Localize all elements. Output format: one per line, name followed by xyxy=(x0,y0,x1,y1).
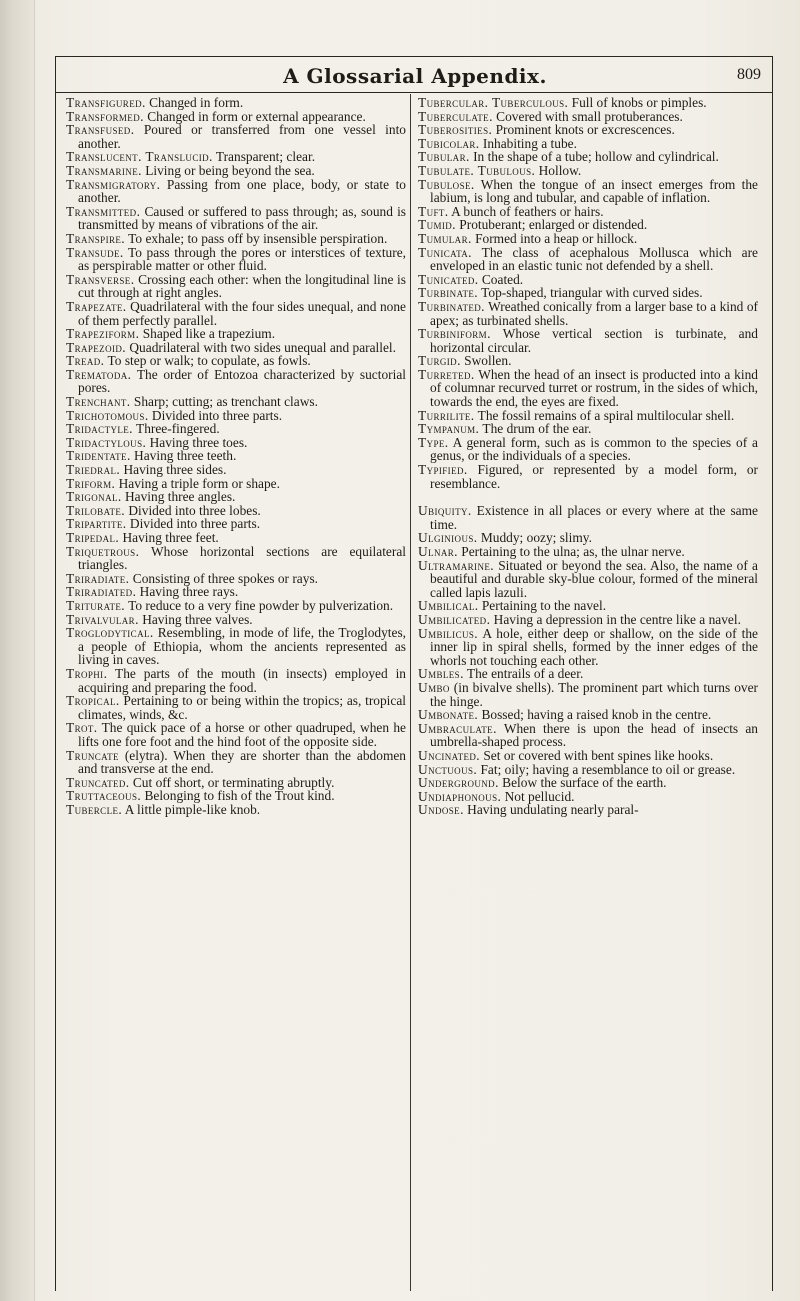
glossary-entry xyxy=(418,422,758,436)
entry-term: Trigonal. xyxy=(66,489,122,505)
glossary-entry xyxy=(66,273,406,300)
glossary-entry xyxy=(418,463,758,490)
entry-definition: Whose horizontal sections are equilateral triangles. xyxy=(78,543,406,573)
entry-definition: Full of knobs or pimples. xyxy=(568,95,707,110)
entry-definition: Prominent knots or excrescences. xyxy=(492,122,675,138)
glossary-entry xyxy=(418,559,758,600)
glossary-entry xyxy=(66,300,406,327)
glossary-entry xyxy=(66,789,406,803)
glossary-entry xyxy=(66,354,406,368)
entry-term: Turbinated. xyxy=(418,298,485,314)
entry-definition: Existence in all places or every where at the same time. xyxy=(430,503,758,532)
glossary-entry xyxy=(418,776,758,790)
glossary-entry xyxy=(66,395,406,409)
entry-definition: To reduce to a very fine powder by pulverization. xyxy=(125,597,394,613)
entry-term: Ulginious. xyxy=(418,530,478,546)
entry-definition: Set or covered with bent spines like hooks. xyxy=(480,747,714,763)
entry-term: Tunicated. xyxy=(418,271,479,287)
entry-term: Umbo xyxy=(418,679,450,695)
glossary-entry xyxy=(418,599,758,613)
entry-term: Truncate xyxy=(66,747,119,763)
glossary-entry xyxy=(66,545,406,572)
entry-term: Trilobate. xyxy=(66,502,126,518)
glossary-entry xyxy=(66,721,406,748)
entry-term: Tubular. xyxy=(418,149,470,165)
glossary-entry xyxy=(418,273,758,287)
entry-term: Undose. xyxy=(418,802,464,818)
entry-definition: Whose vertical section is turbinate, and horizontal circular. xyxy=(430,326,758,355)
entry-term: Triturate. xyxy=(66,597,126,613)
page-number: 809 xyxy=(737,66,761,83)
entry-term: Tripedal. xyxy=(66,530,120,545)
entry-term: Transverse. xyxy=(66,271,135,287)
entry-definition: (elytra). When they are shorter than the abdomen and transverse at the end. xyxy=(78,747,406,777)
frame-top-rule xyxy=(55,56,772,57)
left-column xyxy=(66,96,406,816)
glossary-entry xyxy=(418,409,758,423)
entry-definition: Below the surface of the earth. xyxy=(498,775,667,791)
entry-term: Umbilicus. xyxy=(418,625,479,641)
entry-term: Triform. xyxy=(66,475,116,491)
glossary-entry xyxy=(66,490,406,504)
entry-definition: Having three teeth. xyxy=(130,448,237,464)
entry-term: Trot. xyxy=(66,720,98,736)
entry-term: Tumid. xyxy=(418,217,456,233)
entry-term: Trapezoid. xyxy=(66,339,127,355)
entry-term: Tridentate. xyxy=(66,448,131,464)
entry-definition: The class of acephalous Mollusca which are enveloped in an elastic tunic not defended by a shell. xyxy=(430,244,758,274)
entry-definition: The drum of the ear. xyxy=(479,421,592,437)
entry-definition: Muddy; oozy; slimy. xyxy=(477,530,592,546)
entry-term: Translucent. Translucid. xyxy=(66,149,213,165)
frame-right-rule xyxy=(772,56,773,1291)
entry-definition: Having three sides. xyxy=(120,462,227,478)
entry-definition: Consisting of three spokes or rays. xyxy=(129,570,318,586)
glossary-entry xyxy=(418,545,758,559)
glossary-entry xyxy=(66,667,406,694)
entry-definition: Divided into three parts. xyxy=(148,407,283,423)
glossary-entry xyxy=(418,368,758,409)
entry-definition: Changed in form or external appearance. xyxy=(143,108,366,124)
entry-definition: Pertaining to the navel. xyxy=(478,598,607,614)
glossary-entry xyxy=(418,286,758,300)
glossary-entry xyxy=(418,96,758,110)
glossary-entry xyxy=(66,463,406,477)
entry-definition: Not pellucid. xyxy=(501,788,575,804)
glossary-entry xyxy=(66,626,406,667)
glossary-entry xyxy=(66,436,406,450)
entry-term: Typified. xyxy=(418,462,468,478)
glossary-entry xyxy=(418,205,758,219)
entry-term: Ultramarine. xyxy=(418,557,494,573)
entry-term: Tubulose. xyxy=(418,176,475,192)
glossary-entry xyxy=(418,613,758,627)
glossary-entry xyxy=(418,531,758,545)
entry-definition: The quick pace of a horse or other quadruped, when he lifts one fore foot and the hind foot of the opposite side. xyxy=(78,720,406,749)
entry-definition: Coated. xyxy=(478,271,524,287)
entry-definition: Quadrilateral with the four sides unequal, and none of them perfectly parallel. xyxy=(78,298,406,328)
entry-term: Triedral. xyxy=(66,462,121,478)
entry-definition: Fat; oily; having a resemblance to oil or grease. xyxy=(477,761,736,777)
glossary-entry xyxy=(418,164,758,178)
entry-term: Transmitted. xyxy=(66,203,141,219)
glossary-entry xyxy=(418,708,758,722)
entry-definition: When the head of an insect is producted into a kind of columnar recurved turret or rostrum, in the sides of which, towards the end, the eyes are fixed. xyxy=(430,366,758,410)
entry-definition: Sharp; cutting; as trenchant claws. xyxy=(130,394,318,410)
glossary-entry xyxy=(418,354,758,368)
glossary-entry xyxy=(66,599,406,613)
entry-definition: Changed in form. xyxy=(145,95,244,110)
entry-term: Tubicolar. xyxy=(418,135,480,151)
entry-definition: Having three rays. xyxy=(136,584,239,600)
glossary-entry xyxy=(418,218,758,232)
glossary-entry xyxy=(418,110,758,124)
entry-term: Uncinated. xyxy=(418,747,481,763)
entry-term: Tuft. xyxy=(418,203,449,219)
entry-definition: Transparent; clear. xyxy=(212,149,316,165)
entry-term: Undiaphonous. xyxy=(418,788,502,804)
entry-term: Turrilite. xyxy=(418,407,475,423)
entry-term: Umbilical. xyxy=(418,598,479,614)
entry-definition: The parts of the mouth (in insects) employed in acquiring and preparing the food. xyxy=(78,665,406,695)
entry-term: Trapezate. xyxy=(66,298,127,314)
glossary-entry xyxy=(66,613,406,627)
entry-term: Trapeziform. xyxy=(66,326,140,342)
column-divider xyxy=(410,94,411,1291)
entry-definition: Living or being beyond the sea. xyxy=(141,162,315,178)
entry-term: Umbraculate. xyxy=(418,720,497,736)
entry-definition: Wreathed conically from a larger base to a kind of apex; as turbinated shells. xyxy=(430,298,758,328)
entry-term: Trichotomous. xyxy=(66,407,149,423)
entry-term: Tubercular. Tuberculous. xyxy=(418,95,569,110)
entry-term: Tropical. xyxy=(66,693,120,709)
entry-definition: Divided into three lobes. xyxy=(125,502,261,518)
entry-term: Transude. xyxy=(66,244,124,260)
glossary-entry xyxy=(66,409,406,423)
glossary-entry xyxy=(66,504,406,518)
entry-definition: Bossed; having a raised knob in the centre. xyxy=(478,707,712,723)
entry-definition: Covered with small protuberances. xyxy=(492,108,683,124)
entry-definition: Top-shaped, triangular with curved sides. xyxy=(478,285,703,301)
entry-term: Tubulate. Tubulous. xyxy=(418,162,536,178)
entry-term: Ulnar. xyxy=(418,544,458,559)
entry-definition: Crossing each other: when the longitudinal line is cut through at right angles. xyxy=(78,271,406,301)
entry-definition: Having three toes. xyxy=(146,434,248,450)
glossary-entry xyxy=(418,150,758,164)
entry-definition: To exhale; to pass off by insensible perspiration. xyxy=(125,230,388,246)
glossary-entry xyxy=(418,123,758,137)
entry-term: Tympanum. xyxy=(418,421,480,437)
entry-term: Transpire. xyxy=(66,230,126,246)
glossary-entry xyxy=(418,232,758,246)
entry-definition: When there is upon the head of insects an umbrella-shaped process. xyxy=(430,720,758,750)
entry-definition: Having three valves. xyxy=(138,611,253,627)
entry-definition: Quadrilateral with two sides unequal and parallel. xyxy=(126,339,396,355)
header-rule xyxy=(56,92,772,93)
entry-definition: The order of Entozoa characterized by suctorial pores. xyxy=(78,366,406,396)
glossary-entry xyxy=(418,803,758,817)
glossary-entry xyxy=(418,246,758,273)
entry-definition: Hollow. xyxy=(535,162,582,178)
glossary-entry xyxy=(66,341,406,355)
right-column xyxy=(418,96,758,817)
entry-definition: Having three angles. xyxy=(121,489,236,505)
glossary-entry xyxy=(66,803,406,817)
entry-term: Trematoda. xyxy=(66,366,132,382)
entry-term: Trenchant. xyxy=(66,394,131,410)
entry-definition: Pertaining to or being within the tropics; as, tropical climates, winds, &c. xyxy=(78,693,406,722)
entry-definition: Having a triple form or shape. xyxy=(115,475,280,491)
glossary-entry xyxy=(66,178,406,205)
entry-term: Transfigured. xyxy=(66,95,146,110)
entry-term: Triradiated. xyxy=(66,584,137,600)
entry-definition: Situated or beyond the sea. Also, the name of a beautiful and durable sky-blue colour, formed of the mineral called lapis lazuli. xyxy=(430,557,758,600)
glossary-entry xyxy=(66,205,406,232)
entry-definition: To pass through the pores or interstices of texture, as perspirable matter or other fluid. xyxy=(78,244,406,274)
glossary-entry xyxy=(418,749,758,763)
entry-term: Tuberculate. xyxy=(418,108,493,124)
entry-definition: The fossil remains of a spiral multilocular shell. xyxy=(474,407,735,423)
running-header xyxy=(65,58,765,94)
entry-definition: In the shape of a tube; hollow and cylindrical. xyxy=(469,149,719,165)
entry-term: Turgid. xyxy=(418,353,461,369)
entry-term: Type. xyxy=(418,434,449,450)
header-title: A Glossarial Appendix. xyxy=(283,64,547,88)
entry-term: Tubercle. xyxy=(66,801,123,817)
entry-term: Trophi. xyxy=(66,665,108,681)
entry-definition: A bunch of feathers or hairs. xyxy=(448,203,604,219)
entry-definition: Protuberant; enlarged or distended. xyxy=(455,217,648,233)
entry-term: Triradiate. xyxy=(66,570,130,586)
glossary-entry xyxy=(418,627,758,668)
entry-definition: When the tongue of an insect emerges from the labium, is long and tubular, and capable of inflation. xyxy=(430,176,758,206)
entry-term: Umbilicated. xyxy=(418,611,491,627)
entry-definition: A general form, such as is common to the species of a genus, or the individuals of a species. xyxy=(430,434,758,464)
entry-definition: Poured or transferred from one vessel into another. xyxy=(78,122,406,151)
glossary-entry xyxy=(66,150,406,164)
entry-term: Turbinate. xyxy=(418,285,479,301)
entry-definition: Having undulating nearly paral- xyxy=(463,802,639,818)
entry-definition: Passing from one place, body, or state to another. xyxy=(78,176,406,206)
glossary-entry xyxy=(66,572,406,586)
entry-term: Ubiquity. xyxy=(418,503,472,519)
glossary-entry xyxy=(418,722,758,749)
entry-term: Troglodytical. xyxy=(66,625,154,641)
glossary-entry xyxy=(418,681,758,708)
glossary-entry xyxy=(66,96,406,110)
glossary-entry xyxy=(418,436,758,463)
glossary-entry xyxy=(418,504,758,531)
entry-definition: (in bivalve shells). The prominent part which turns over the hinge. xyxy=(430,679,758,709)
glossary-entry xyxy=(66,110,406,124)
entry-term: Transfused. xyxy=(66,122,135,138)
entry-term: Tuberosities. xyxy=(418,122,493,138)
glossary-entry xyxy=(66,422,406,436)
glossary-entry xyxy=(66,477,406,491)
glossary-entry xyxy=(66,749,406,776)
entry-definition: Cut off short, or terminating abruptly. xyxy=(129,774,335,790)
entry-definition: Three-fingered. xyxy=(132,421,220,437)
glossary-entry xyxy=(418,790,758,804)
entry-term: Tunicata. xyxy=(418,244,472,260)
entry-term: Tread. xyxy=(66,353,105,369)
glossary-entry xyxy=(66,694,406,721)
entry-definition: A little pimple-like knob. xyxy=(122,801,261,817)
glossary-entry xyxy=(418,327,758,354)
glossary-entry xyxy=(66,123,406,150)
entry-term: Tridactylous. xyxy=(66,434,147,450)
entry-definition: Inhabiting a tube. xyxy=(479,135,577,151)
glossary-entry xyxy=(66,776,406,790)
entry-definition: Shaped like a trapezium. xyxy=(139,326,276,342)
entry-term: Truttaceous. xyxy=(66,788,142,804)
entry-term: Underground. xyxy=(418,775,499,791)
entry-term: Tripartite. xyxy=(66,516,127,532)
entry-definition: Pertaining to the ulna; as, the ulnar nerve. xyxy=(457,544,685,559)
entry-definition: To step or walk; to copulate, as fowls. xyxy=(104,353,311,369)
entry-term: Truncated. xyxy=(66,774,130,790)
entry-definition: Belonging to fish of the Trout kind. xyxy=(141,788,335,804)
glossary-entry xyxy=(418,178,758,205)
glossary-entry xyxy=(66,585,406,599)
glossary-entry xyxy=(418,300,758,327)
entry-definition: Having three feet. xyxy=(119,530,219,545)
glossary-entry xyxy=(66,327,406,341)
entry-term: Umbles. xyxy=(418,666,464,682)
entry-definition: Having a depression in the centre like a navel. xyxy=(490,611,741,627)
entry-term: Transmigratory. xyxy=(66,176,161,192)
page-binding xyxy=(0,0,35,1301)
entry-term: Turbiniform. xyxy=(418,326,491,342)
entry-term: Tridactyle. xyxy=(66,421,133,437)
entry-definition: Figured, or represented by a model form, or resemblance. xyxy=(430,462,758,491)
entry-definition: Resembling, in mode of life, the Troglodytes, a people of Ethiopia, whom the ancients represented as living in caves. xyxy=(78,625,406,668)
entry-definition: The entrails of a deer. xyxy=(463,666,584,682)
entry-term: Turreted. xyxy=(418,366,475,382)
glossary-entry xyxy=(66,232,406,246)
glossary-entry xyxy=(66,164,406,178)
entry-term: Triquetrous. xyxy=(66,543,140,559)
glossary-entry xyxy=(66,368,406,395)
glossary-entry xyxy=(66,517,406,531)
glossary-entry xyxy=(418,763,758,777)
entry-definition: A hole, either deep or shallow, on the side of the inner lip in spiral shells, formed by the inner edges of the whorls not touching each other. xyxy=(430,625,758,668)
entry-term: Transformed. xyxy=(66,108,144,124)
entry-definition: Swollen. xyxy=(460,353,512,369)
glossary-entry xyxy=(66,531,406,545)
entry-term: Transmarine. xyxy=(66,162,142,178)
frame-left-rule xyxy=(55,56,56,1291)
glossary-entry xyxy=(418,137,758,151)
entry-term: Unctuous. xyxy=(418,761,478,777)
entry-term: Trivalvular. xyxy=(66,611,139,627)
entry-term: Umbonate. xyxy=(418,707,479,723)
entry-definition: Formed into a heap or hillock. xyxy=(471,230,638,246)
glossary-entry xyxy=(418,667,758,681)
glossary-entry xyxy=(66,449,406,463)
glossary-entry xyxy=(66,246,406,273)
entry-definition: Caused or suffered to pass through; as, sound is transmitted by means of vibrations of the air. xyxy=(78,203,406,233)
entry-term: Tumular. xyxy=(418,230,472,246)
entry-definition: Divided into three parts. xyxy=(126,516,261,532)
